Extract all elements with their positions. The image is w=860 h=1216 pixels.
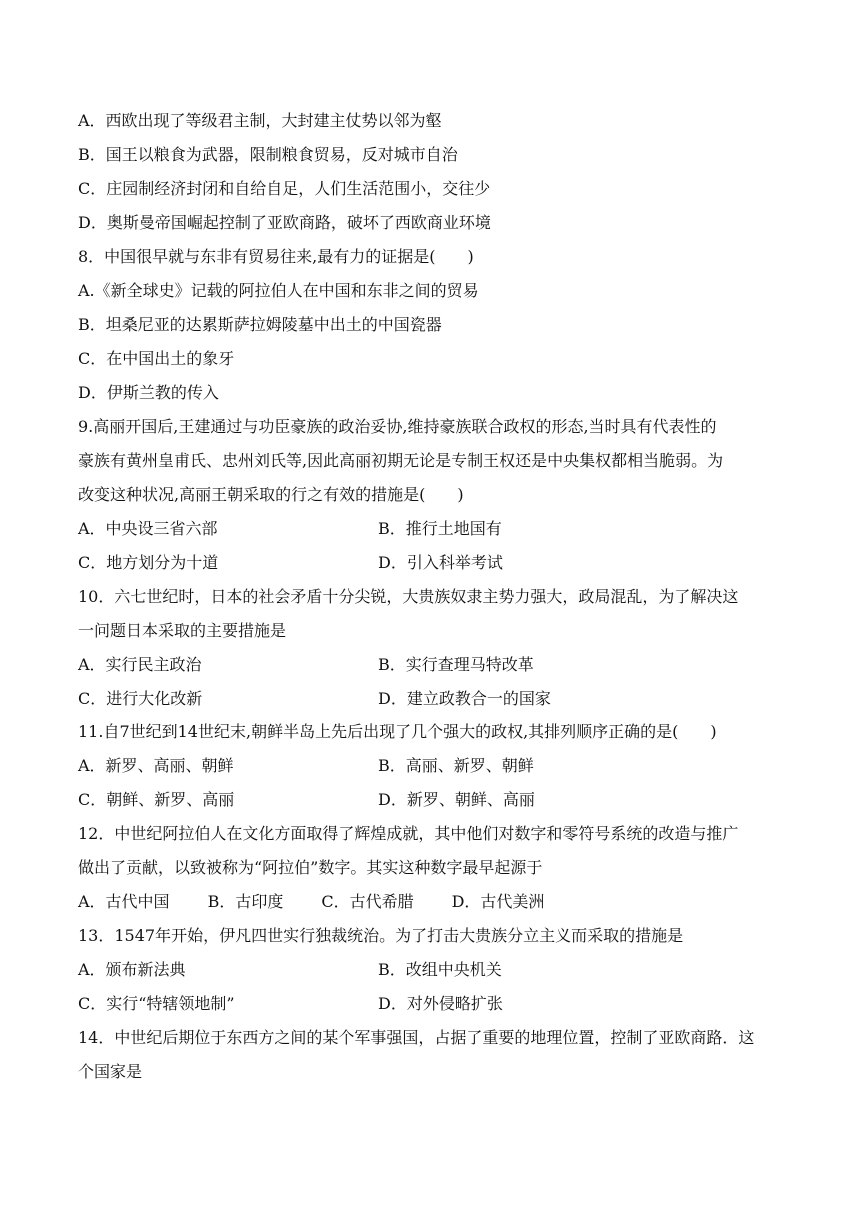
q12-option-a: A．古代中国	[78, 892, 170, 911]
question-14-stem-line1: 14．中世纪后期位于东西方之间的某个军事强国，占据了重要的地理位置，控制了亚欧商路．这	[78, 1028, 755, 1047]
q7-option-d: D．奥斯曼帝国崛起控制了亚欧商路，破坏了西欧商业环境	[78, 213, 491, 232]
q13-options-row1	[78, 959, 502, 981]
q7-option-b: B．国王以粮食为武器，限制粮食贸易，反对城市自治	[78, 145, 458, 164]
q12-option-d: D．古代美洲	[451, 892, 545, 911]
q11-options-row2	[78, 789, 535, 811]
q10-options-row1	[78, 654, 534, 676]
q10-option-c: C．进行大化改新	[78, 689, 203, 708]
q9-options-row1	[78, 518, 502, 540]
q13-option-d: D．对外侵略扩张	[378, 994, 503, 1013]
q12-option-b: B．古印度	[207, 892, 284, 911]
q10-option-b: B．实行查理马特改革	[378, 655, 534, 674]
question-14-stem-line2: 个国家是	[78, 1062, 143, 1081]
question-11-stem: 11.自7世纪到14世纪末,朝鲜半岛上先后出现了几个强大的政权,其排列顺序正确的是( )	[78, 722, 717, 741]
q8-option-b: B．坦桑尼亚的达累斯萨拉姆陵墓中出土的中国瓷器	[78, 315, 442, 334]
q13-option-c: C．实行“特辖领地制”	[78, 994, 235, 1013]
question-13-stem: 13．1547年开始，伊凡四世实行独裁统治。为了打击大贵族分立主义而采取的措施是	[78, 926, 684, 945]
q7-option-a: A．西欧出现了等级君主制，大封建主仗势以邻为壑	[78, 111, 442, 130]
q10-options-row2	[78, 688, 551, 710]
question-12-stem-line1: 12．中世纪阿拉伯人在文化方面取得了辉煌成就，其中他们对数字和零符号系统的改造与推广	[78, 824, 739, 843]
q13-options-row2	[78, 993, 503, 1015]
question-9-stem-line1: 9.高丽开国后,王建通过与功臣豪族的政治妥协,维持豪族联合政权的形态,当时具有代表性的	[78, 417, 717, 436]
question-10-stem-line2: 一问题日本采取的主要措施是	[78, 621, 287, 640]
q7-option-c: C．庄园制经济封闭和自给自足，人们生活范围小，交往少	[78, 179, 491, 198]
q9-options-row2	[78, 552, 503, 574]
q11-option-d: D．新罗、朝鲜、高丽	[378, 790, 535, 809]
question-9-stem-line3: 改变这种状况,高丽王朝采取的行之有效的措施是( )	[78, 485, 464, 504]
q9-option-d: D．引入科举考试	[378, 553, 503, 572]
q10-option-d: D．建立政教合一的国家	[378, 689, 551, 708]
q8-option-d: D．伊斯兰教的传入	[78, 383, 219, 402]
q8-option-a: A.《新全球史》记载的阿拉伯人在中国和东非之间的贸易	[78, 281, 479, 300]
question-12-stem-line2: 做出了贡献，以致被称为“阿拉伯”数字。其实这种数字最早起源于	[78, 858, 543, 877]
q13-option-a: A．颁布新法典	[78, 960, 186, 979]
question-10-stem-line1: 10．六七世纪时，日本的社会矛盾十分尖锐，大贵族奴隶主势力强大，政局混乱，为了解决这	[78, 587, 739, 606]
q10-option-a: A．实行民主政治	[78, 655, 202, 674]
q8-option-c: C．在中国出土的象牙	[78, 349, 235, 368]
q9-option-b: B．推行土地国有	[378, 519, 502, 538]
question-8-stem: 8．中国很早就与东非有贸易往来,最有力的证据是( )	[78, 247, 474, 266]
q11-options-row1	[78, 755, 534, 777]
q9-option-a: A．中央设三省六部	[78, 519, 218, 538]
q13-option-b: B．改组中央机关	[378, 960, 502, 979]
q12-option-c: C．古代希腊	[321, 892, 414, 911]
q12-options-row	[78, 891, 582, 913]
q11-option-c: C．朝鲜、新罗、高丽	[78, 790, 235, 809]
question-9-stem-line2: 豪族有黄州皇甫氏、忠州刘氏等,因此高丽初期无论是专制王权还是中央集权都相当脆弱。为	[78, 451, 724, 470]
q11-option-a: A．新罗、高丽、朝鲜	[78, 756, 234, 775]
q11-option-b: B．高丽、新罗、朝鲜	[378, 756, 534, 775]
q9-option-c: C．地方划分为十道	[78, 553, 219, 572]
